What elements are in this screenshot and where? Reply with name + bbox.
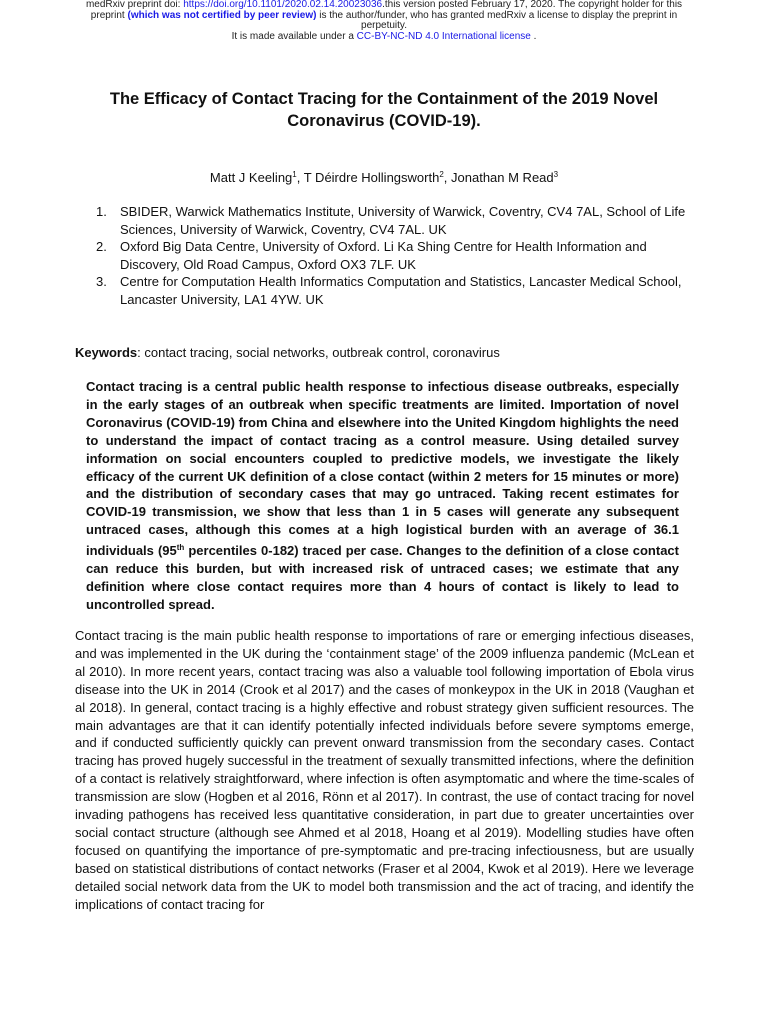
author-name: Matt J Keeling [209,170,293,185]
header-line-2: preprint (which was not certified by peer review) is the author/funder, who has granted medRxiv a license to display the preprint in [90,9,678,21]
paper-title: The Efficacy of Contact Tracing for the Containment of the 2019 Novel Coronavirus (COVID-19). [109,90,659,130]
keywords-label: Keywords [75,345,138,360]
header-line-3: perpetuity. [361,20,407,31]
author-affiliation-marker: 3 [553,170,559,179]
author-name: T Déirdre Hollingsworth [303,170,440,185]
affiliation-item: 3. Centre for Computation Health Informatics Computation and Statistics, Lancaster Medical School, Lancaster University, LA1 4YW. UK [96,274,682,307]
peer-review-note: (which was not certified by peer review) [127,9,317,21]
license-link[interactable]: CC-BY-NC-ND 4.0 International license [356,30,531,42]
affiliation-item: 1. SBIDER, Warwick Mathematics Institute, University of Warwick, Coventry, CV4 7AL, School of Life Sciences, University of Warwick, Coventry, CV4 7AL. UK [96,204,686,237]
affiliation-item: 2. Oxford Big Data Centre, University of Oxford. Li Ka Shing Centre for Health Information and Discovery, Old Road Campus, Oxford OX3 7LF. UK [96,239,647,272]
abstract: Contact tracing is a central public health response to infectious disease outbreaks, especially in the early stages of an outbreak when specific treatments are limited. Importation of novel Coronavirus (COVID-19) from China and elsewhere into the United Kingdom highlights the need to understand the impact of contact tracing as a control measure. Using detailed survey information on social encounters coupled to predictive models, we investigate the likely efficacy of the current UK definition of a close contact (within 2 meters for 15 minutes or more) and the distribution of secondary cases that may go untraced. Taking recent estimates for COVID-19 transmission, we show that less than 1 in 5 cases will generate any subsequent untraced cases, although this comes at a high logistical burden with an average of 36.1 individuals (95th percentiles 0-182) traced per case. Changes to the definition of a close contact can reduce this burden, but with increased risk of untraced cases; we estimate that any definition where close contact requires more than 4 hours of contact is likely to lead to uncontrolled spread. [86,379,679,612]
author-affiliation-marker: 2 [439,170,444,179]
doi-link[interactable]: https://doi.org/10.1101/2020.02.14.20023036 [183,0,383,10]
preprint-header [60,0,708,42]
header-line-1: medRxiv preprint doi: https://doi.org/10.1101/2020.02.14.20023036.this version posted February 17, 2020. The copyright holder for this [85,0,683,10]
body-paragraph: Contact tracing is the main public health response to importations of rare or emerging infectious diseases, and was implemented in the UK during the ‘containment stage’ of the 2009 influenza pandemic (McLean et al 2010). In more recent years, contact tracing was also a valuable tool following importation of Ebola virus disease into the UK in 2014 (Crook et al 2017) and the cases of monkeypox in the UK in 2018 (Vaughan et al 2018). In general, contact tracing is a highly effective and robust strategy given sufficient resources. The main advantages are that it can identify potentially infected individuals before severe symptoms emerge, and if conducted sufficiently quickly can prevent onward transmission from the secondary cases. Contact tracing has proved hugely successful in the treatment of sexually transmitted infections, where the definition of a contact is relatively straightforward, where infection is often asymptomatic and where the time-scales of transmission are slow (Hogben et al 2016, Rönn et al 2017). In contrast, the use of contact tracing for novel invading pathogens has received less quantitative consideration, in part due to greater uncertainties over social contact structure (although see Ahmed et al 2018, Hoang et al 2019). Modelling studies have often focused on quantifying the importance of pre-symptomatic and pre-tracing infectiousness, but are usually based on statistical distributions of contact networks (Fraser et al 2004, Kwok et al 2019). Here we leverage detailed social network data from the UK to model both transmission and the act of tracing, and identify the implications of contact tracing for [75,628,694,912]
author-affiliation-marker: 1 [292,170,297,179]
keywords-text: : contact tracing, social networks, outbreak control, coronavirus [137,345,500,360]
header-line-4: It is made available under a CC-BY-NC-ND 4.0 International license . [231,30,537,42]
author-list: Matt J Keeling$^1$, T Déirdre Hollingsworth$^2$, Jonathan M Read$^3$ [209,170,559,185]
affiliation-list [96,203,696,308]
keywords [75,344,695,362]
author-name: Jonathan M Read [451,170,554,185]
